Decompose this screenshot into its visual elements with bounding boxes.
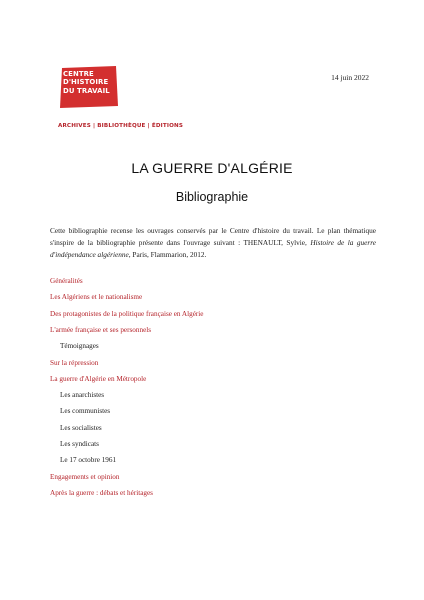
- toc-subsection-item: Les anarchistes: [60, 391, 105, 400]
- toc-subsection-item: Les socialistes: [60, 423, 102, 432]
- toc-subsection-item: Les communistes: [60, 407, 111, 416]
- toc-section-link[interactable]: Sur la répression: [50, 358, 99, 367]
- toc-section-link[interactable]: Après la guerre : débats et héritages: [50, 488, 153, 497]
- toc-section-link[interactable]: Des protagonistes de la politique française en Algérie: [50, 309, 204, 318]
- intro-paragraph: [50, 225, 376, 261]
- toc-section-link[interactable]: La guerre d'Algérie en Métropole: [50, 374, 147, 383]
- toc-subsection-item: Les syndicats: [60, 440, 99, 448]
- toc-subsection-item: Témoignages: [60, 342, 99, 351]
- toc-section-link[interactable]: L'armée française et ses personnels: [50, 325, 152, 334]
- document-title: LA GUERRE D'ALGÉRIE: [131, 160, 293, 176]
- toc-section-link[interactable]: Les Algériens et le nationalisme: [50, 293, 143, 302]
- document-subtitle: Bibliographie: [175, 190, 249, 204]
- intro-text-1: Cette bibliographie recense les ouvrages conservés par le Centre d'histoire du travail. Le plan thématique s'inspire de la bibliographie présente dans l'ouvrage suivant : THENAULT, Sylvie,: [50, 226, 376, 247]
- logo-text: [63, 70, 110, 95]
- logo-line-1: CENTRE: [63, 70, 94, 78]
- intro-text-2: , Paris, Flammarion, 2012.: [128, 250, 207, 259]
- document-date: 14 juin 2022: [331, 73, 369, 82]
- toc-section-link[interactable]: Généralités: [50, 277, 83, 285]
- logo-line-3: DU TRAVAIL: [63, 86, 110, 95]
- toc-subsection-item: Le 17 octobre 1961: [60, 456, 117, 465]
- logo-line-2: D'HISTOIRE: [63, 78, 109, 87]
- tagline: ARCHIVES | BIBLIOTHÈQUE | ÉDITIONS: [58, 123, 184, 129]
- toc-section-link[interactable]: Engagements et opinion: [50, 472, 120, 481]
- intro-book-title: Histoire de la guerre d'indépendance algérienne: [50, 238, 376, 259]
